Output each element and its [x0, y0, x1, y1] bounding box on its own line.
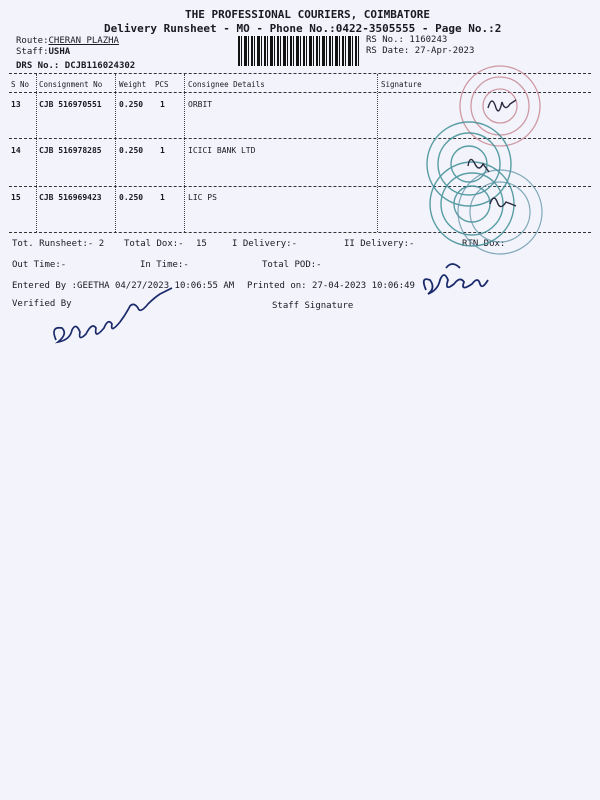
row-pcs: 1: [160, 193, 165, 202]
out-time: Out Time:-: [12, 260, 67, 270]
row-consignment: CJB 516970551: [39, 100, 102, 109]
rs-no-value: 1160243: [409, 35, 448, 45]
row-sno: 14: [11, 146, 21, 155]
company-stamp-icon: [460, 66, 540, 146]
col-header-pcs: PCS: [155, 80, 169, 89]
entered-by: Entered By :GEETHA 04/27/2023 10:06:55 AM: [12, 281, 235, 291]
company-title: THE PROFESSIONAL COURIERS, COIMBATORE: [185, 8, 431, 21]
rs-no-label: RS No.:: [366, 35, 404, 45]
col-header-weight: Weight: [119, 80, 147, 89]
row-weight: 0.250: [119, 100, 144, 109]
total-dox-value: 15: [196, 239, 207, 249]
signature-icon: [54, 288, 172, 342]
row-sno: 13: [11, 100, 21, 109]
tot-runsheet: Tot. Runsheet:- 2: [12, 239, 105, 249]
row-weight: 0.250: [119, 193, 144, 202]
col-header-signature: Signature: [381, 80, 422, 89]
total-pod: Total POD:-: [262, 260, 322, 270]
ii-delivery: II Delivery:-: [344, 239, 415, 249]
staff-value: USHA: [48, 47, 71, 57]
runsheet-subtitle: Delivery Runsheet - MO - Phone No.:0422-3505555 - Page No.:2: [104, 22, 502, 35]
i-delivery: I Delivery:-: [232, 239, 298, 249]
rtn-dox: RTN Dox:: [462, 239, 506, 249]
route-label: Route:: [16, 36, 49, 46]
row-pcs: 1: [160, 146, 165, 155]
signature-icon: [488, 100, 516, 111]
route-value: CHERAN PLAZHA: [48, 36, 119, 46]
signature-icon: [424, 264, 488, 294]
company-stamp-icon: [458, 170, 542, 254]
verified-by: Verified By: [12, 299, 72, 309]
row-consignee: LIC PS: [188, 193, 217, 202]
col-header-sno: S No: [11, 80, 30, 89]
row-consignee: ORBIT: [188, 100, 213, 109]
staff-signature-label: Staff Signature: [272, 301, 354, 311]
in-time: In Time:-: [140, 260, 189, 270]
row-sno: 15: [11, 193, 21, 202]
rs-date-value: 27-Apr-2023: [414, 46, 475, 56]
drs-label: DRS No.:: [16, 61, 60, 71]
row-pcs: 1: [160, 100, 165, 109]
staff-label: Staff:: [16, 47, 49, 57]
row-consignment: CJB 516978285: [39, 146, 102, 155]
row-consignment: CJB 516969423: [39, 193, 102, 202]
col-header-consignment: Consignment No: [39, 80, 103, 89]
rs-date-label: RS Date:: [366, 46, 410, 56]
total-dox-label: Total Dox:-: [124, 239, 184, 249]
row-weight: 0.250: [119, 146, 144, 155]
row-consignee: ICICI BANK LTD: [188, 146, 256, 155]
printed-on: Printed on: 27-04-2023 10:06:49: [247, 281, 415, 291]
drs-value: DCJB116024302: [64, 61, 136, 71]
company-stamp-icon: [427, 122, 514, 246]
col-header-consignee: Consignee Details: [188, 80, 265, 89]
